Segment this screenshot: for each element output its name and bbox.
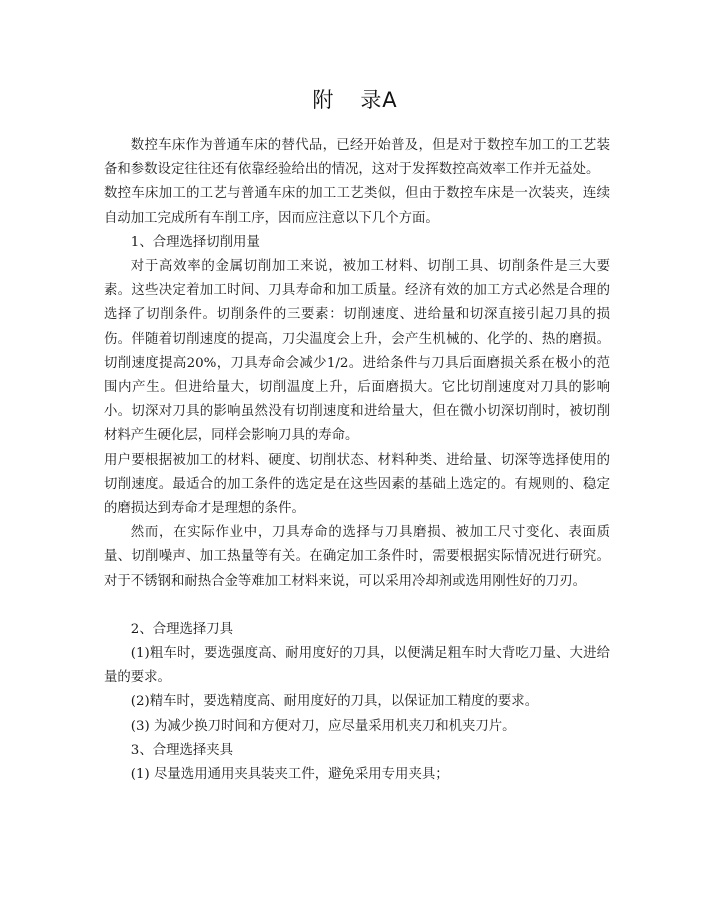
paragraph-process: 数控车床加工的工艺与普通车床的加工工艺类似，但由于数控车床是一次装夹，连续自动加工完成所有车削工序，因而应注意以下几个方面。 <box>104 186 610 226</box>
paragraph-tool-life: 然而，在实际作业中，刀具寿命的选择与刀具磨损、被加工尺寸变化、表面质量、切削噪声、加工热量等有关。在确定加工条件时，需要根据实际情况进行研究。对于不锈钢和耐热合金等难加工材料来说，可以采用冷却剂或选用刚性好的刀刃。 <box>104 525 610 589</box>
document-body <box>104 134 610 787</box>
section-heading-2: 2、合理选择刀具 <box>130 621 234 637</box>
section-heading-1: 1、合理选择切削用量 <box>130 234 260 250</box>
title-part1: 附 <box>312 88 335 112</box>
paragraph-intro: 数控车床作为普通车床的替代品，已经开始普及，但是对于数控车加工的工艺装备和参数设定往往还有依靠经验给出的情况，这对于发挥数控高效率工作并无益处。 <box>104 138 610 178</box>
list-item-tool-change: (3) 为减少换刀时间和方便对刀，应尽量采用机夹刀和机夹刀片。 <box>130 718 516 734</box>
page-title <box>0 84 710 114</box>
section-heading-3: 3、合理选择夹具 <box>130 742 234 758</box>
list-item-rough-turning: (1)粗车时，要选强度高、耐用度好的刀具，以便满足粗车时大背吃刀量、大进给量的要求。 <box>104 646 610 686</box>
paragraph-spacer <box>104 594 610 618</box>
paragraph-user-selection: 用户要根据被加工的材料、硬度、切削状态、材料种类、进给量、切深等选择使用的切削速度。最适合的加工条件的选定是在这些因素的基础上选定的。有规则的、稳定的磨损达到寿命才是理想的条件。 <box>104 452 610 517</box>
title-part2: 录A <box>360 88 398 112</box>
list-item-fixture: (1) 尽量选用通用夹具装夹工件，避免采用专用夹具； <box>130 767 449 783</box>
paragraph-cutting-conditions: 对于高效率的金属切削加工来说，被加工材料、切削工具、切削条件是三大要素。这些决定着加工时间、刀具寿命和加工质量。经济有效的加工方式必然是合理的选择了切削条件。切削条件的三要素：切削速度、进给量和切深直接引起刀具的损伤。伴随着切削速度的提高，刀尖温度会上升，会产生机械的、化学的、热的磨损。切削速度提高20%，刀具寿命会减少1/2。进给条件与刀具后面磨损关系在极小的范围内产生。但进给量大，切削温度上升，后面磨损大。它比切削速度对刀具的影响小。切深对刀具的影响虽然没有切削速度和进给量大，但在微小切深切削时，被切削材料产生硬化层，同样会影响刀具的寿命。 <box>104 259 610 444</box>
list-item-finish-turning: (2)精车时，要选精度高、耐用度好的刀具，以保证加工精度的要求。 <box>130 694 539 710</box>
